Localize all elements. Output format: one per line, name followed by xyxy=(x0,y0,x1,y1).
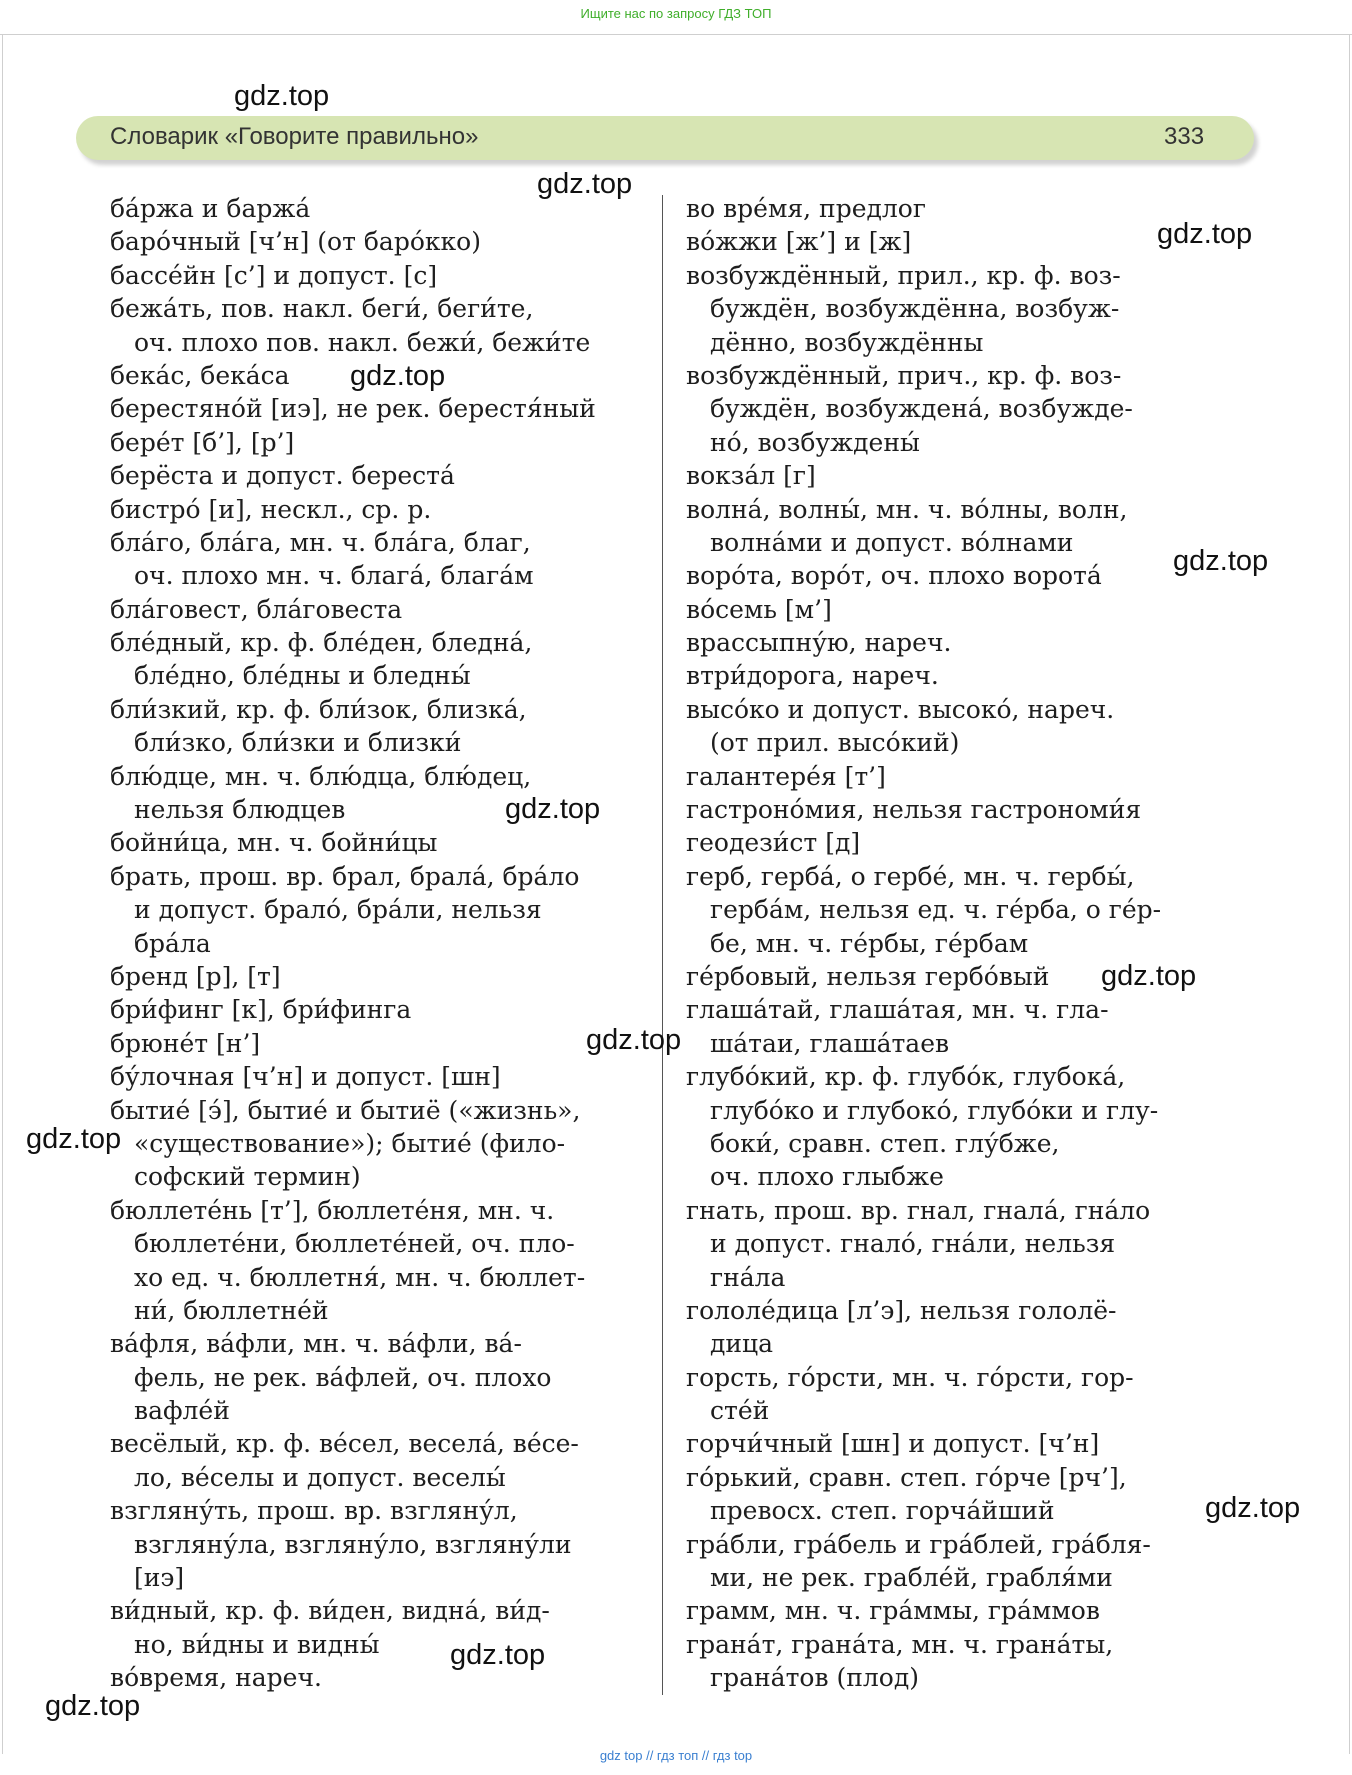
watermark: gdz.top xyxy=(586,1024,682,1056)
watermark: gdz.top xyxy=(505,793,601,825)
dictionary-line: воро́та, воро́т, оч. плохо ворота́ xyxy=(686,561,1102,591)
dictionary-line: глубо́кий, кр. ф. глубо́к, глубока́, xyxy=(686,1062,1126,1092)
dictionary-line: бека́с, бека́са xyxy=(110,360,290,390)
watermark: gdz.top xyxy=(45,1690,141,1722)
dictionary-line: бере́т [б’], [р’] xyxy=(110,427,295,457)
dictionary-line: волна́, волны́, мн. ч. во́лны, волн, xyxy=(686,494,1128,524)
dictionary-line: берёста и допуст. береста́ xyxy=(110,461,455,491)
top-search-note: Ищите нас по запросу ГДЗ ТОП xyxy=(580,6,772,21)
dictionary-line: оч. плохо мн. ч. блага́, блага́м xyxy=(134,561,534,591)
dictionary-line: берестяно́й [иэ], не рек. берестя́ный xyxy=(110,394,596,424)
footer-note: gdz top // гдз топ // гдз top xyxy=(599,1748,753,1763)
dictionary-line: ло, ве́селы и допуст. веселы́ xyxy=(134,1462,506,1492)
dictionary-line: дица xyxy=(710,1329,774,1359)
dictionary-line: бле́дный, кр. ф. бле́ден, бледна́, xyxy=(110,628,533,658)
dictionary-line: ви́дный, кр. ф. ви́ден, видна́, ви́д- xyxy=(110,1596,550,1626)
dictionary-line: и допуст. брало́, бра́ли, нельзя xyxy=(134,895,542,925)
dictionary-line: вокза́л [г] xyxy=(686,461,816,491)
watermark: gdz.top xyxy=(1157,218,1253,250)
dictionary-line: горсть, го́рсти, мн. ч. го́рсти, гор- xyxy=(686,1362,1134,1392)
dictionary-line: весёлый, кр. ф. ве́сел, весела́, ве́се- xyxy=(110,1429,579,1459)
dictionary-line: ми, не рек. грабле́й, грабля́ми xyxy=(710,1563,1113,1593)
dictionary-line: боки́, сравн. степ. глу́бже, xyxy=(710,1128,1060,1158)
dictionary-line: ша́таи, глаша́таев xyxy=(710,1028,950,1058)
dictionary-line: волна́ми и допуст. во́лнами xyxy=(710,527,1074,557)
dictionary-line: галантере́я [т’] xyxy=(686,761,886,791)
dictionary-line: бла́говест, бла́говеста xyxy=(110,594,403,624)
left-column xyxy=(110,192,638,1695)
watermark: gdz.top xyxy=(26,1123,122,1155)
dictionary-line: грамм, мн. ч. гра́ммы, гра́ммов xyxy=(686,1596,1100,1626)
dictionary-line: геодези́ст [д] xyxy=(686,828,861,858)
watermark: gdz.top xyxy=(1205,1492,1301,1524)
dictionary-line: грана́т, грана́та, мн. ч. грана́ты, xyxy=(686,1629,1114,1659)
dictionary-line: бу́лочная [ч’н] и допуст. [шн] xyxy=(110,1062,501,1092)
dictionary-line: бе, мн. ч. ге́рбы, ге́рбам xyxy=(710,928,1029,958)
dictionary-line: герба́м, нельзя ед. ч. ге́рба, о ге́р- xyxy=(710,895,1162,925)
page-frame-top xyxy=(0,34,1352,35)
dictionary-line: гра́бли, гра́бель и гра́блей, гра́бля- xyxy=(686,1529,1151,1559)
dictionary-line: дённо, возбуждённы xyxy=(710,327,984,357)
dictionary-line: «существование»); бытие́ (фило- xyxy=(134,1128,566,1158)
dictionary-line: бра́ла xyxy=(134,928,211,958)
dictionary-line: гололе́дица [л’э], нельзя гололё- xyxy=(686,1295,1117,1325)
dictionary-line: взгляну́ть, прош. вр. взгляну́л, xyxy=(110,1496,518,1526)
dictionary-line: бюллете́нь [т’], бюллете́ня, мн. ч. xyxy=(110,1195,555,1225)
page-frame-right xyxy=(1349,34,1350,1754)
page-title: Словарик «Говорите правильно» xyxy=(110,123,479,150)
dictionary-line: бытие́ [э́], бытие́ и бытиё («жизнь», xyxy=(110,1095,581,1125)
dictionary-line: гна́ла xyxy=(710,1262,786,1292)
watermark: gdz.top xyxy=(350,360,446,392)
dictionary-line: бежа́ть, пов. накл. беги́, беги́те, xyxy=(110,294,534,324)
dictionary-line: бла́го, бла́га, мн. ч. бла́га, благ, xyxy=(110,527,531,557)
watermark: gdz.top xyxy=(234,80,330,112)
dictionary-line: бассе́йн [с’] и допуст. [с] xyxy=(110,260,438,290)
dictionary-line: возбуждённый, прил., кр. ф. воз- xyxy=(686,260,1121,290)
dictionary-line: врассыпну́ю, нареч. xyxy=(686,628,952,658)
dictionary-line: ни́, бюллетне́й xyxy=(134,1295,329,1325)
dictionary-line: глаша́тай, глаша́тая, мн. ч. гла- xyxy=(686,995,1109,1025)
dictionary-line: (от прил. высо́кий) xyxy=(710,728,960,758)
dictionary-line: и допуст. гнало́, гна́ли, нельзя xyxy=(710,1229,1116,1259)
dictionary-line: брать, прош. вр. брал, брала́, бра́ло xyxy=(110,861,580,891)
dictionary-line: во́семь [м’] xyxy=(686,594,832,624)
dictionary-line: ва́фля, ва́фли, мн. ч. ва́фли, ва́- xyxy=(110,1329,522,1359)
dictionary-line: вафле́й xyxy=(134,1396,230,1426)
dictionary-line: оч. плохо глыбже xyxy=(710,1162,944,1192)
dictionary-line: во вре́мя, предлог xyxy=(686,194,926,223)
dictionary-line: но, ви́дны и видны́ xyxy=(134,1629,380,1659)
dictionary-line: го́рький, сравн. степ. го́рче [рч’], xyxy=(686,1462,1127,1492)
dictionary-line: оч. плохо пов. накл. бежи́, бежи́те xyxy=(134,327,591,357)
dictionary-line: бле́дно, бле́дны и бледны́ xyxy=(134,661,471,691)
dictionary-line: превосх. степ. горча́йший xyxy=(710,1496,1055,1526)
dictionary-line: блю́дце, мн. ч. блю́дца, блю́дец, xyxy=(110,761,532,791)
dictionary-line: бистро́ [и], нескл., ср. р. xyxy=(110,494,432,524)
dictionary-line: грана́тов (плод) xyxy=(710,1663,919,1693)
dictionary-line: гастроно́мия, нельзя гастрономи́я xyxy=(686,795,1142,825)
dictionary-line: фель, не рек. ва́флей, оч. плохо xyxy=(134,1362,552,1392)
watermark: gdz.top xyxy=(1173,545,1269,577)
dictionary-line: гнать, прош. вр. гнал, гнала́, гна́ло xyxy=(686,1195,1151,1225)
dictionary-line: ба́ржа и баржа́ xyxy=(110,194,311,223)
dictionary-line: горчи́чный [шн] и допуст. [ч’н] xyxy=(686,1429,1100,1459)
dictionary-line: бойни́ца, мн. ч. бойни́цы xyxy=(110,828,438,858)
watermark: gdz.top xyxy=(1101,960,1197,992)
watermark: gdz.top xyxy=(537,168,633,200)
dictionary-line: бли́зкий, кр. ф. бли́зок, близка́, xyxy=(110,694,527,724)
dictionary-line: софский термин) xyxy=(134,1162,361,1192)
dictionary-line: ге́рбовый, нельзя гербо́вый xyxy=(686,961,1050,991)
right-column xyxy=(686,192,1212,1695)
page-frame-left xyxy=(2,34,3,1754)
dictionary-line: герб, герба́, о гербе́, мн. ч. гербы́, xyxy=(686,861,1135,891)
dictionary-line: баро́чный [ч’н] (от баро́кко) xyxy=(110,227,481,257)
dictionary-line: во́время, нареч. xyxy=(110,1663,322,1693)
dictionary-line: глубо́ко и глубоко́, глубо́ки и глу- xyxy=(710,1095,1159,1125)
dictionary-line: во́жжи [ж’] и [ж] xyxy=(686,227,912,257)
column-divider xyxy=(662,195,663,1695)
dictionary-line: бри́финг [к], бри́финга xyxy=(110,995,412,1025)
dictionary-line: бли́зко, бли́зки и близки́ xyxy=(134,728,462,758)
dictionary-line: сте́й xyxy=(710,1396,770,1426)
watermark: gdz.top xyxy=(450,1639,546,1671)
dictionary-line: бренд [р], [т] xyxy=(110,961,281,991)
dictionary-line: брюне́т [н’] xyxy=(110,1028,261,1058)
dictionary-line: буждён, возбуждена́, возбужде- xyxy=(710,394,1133,424)
dictionary-line: нельзя блюдцев xyxy=(134,795,346,825)
dictionary-line: взгляну́ла, взгляну́ло, взгляну́ли xyxy=(134,1529,572,1559)
dictionary-line: бюллете́ни, бюллете́ней, оч. пло- xyxy=(134,1229,575,1259)
dictionary-line: втри́дорога, нареч. xyxy=(686,661,939,691)
page-number: 333 xyxy=(1164,123,1205,150)
dictionary-line: буждён, возбуждённа, возбуж- xyxy=(710,294,1120,324)
dictionary-line: высо́ко и допуст. высоко́, нареч. xyxy=(686,694,1115,724)
dictionary-line: возбуждённый, прич., кр. ф. воз- xyxy=(686,360,1122,390)
dictionary-line: но́, возбуждены́ xyxy=(710,427,920,457)
dictionary-line: хо ед. ч. бюллетня́, мн. ч. бюллет- xyxy=(134,1262,586,1292)
dictionary-line: [иэ] xyxy=(134,1563,185,1593)
